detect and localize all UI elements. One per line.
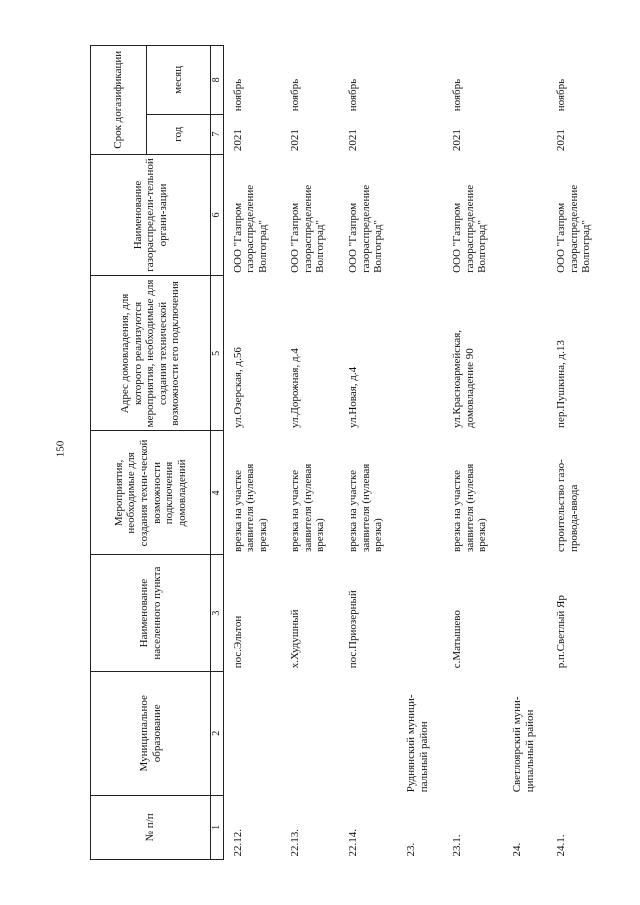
column-number: 8 — [211, 46, 224, 115]
column-number: 6 — [211, 154, 224, 276]
row-measure: врезка на участке заявителя (нулевая врезка) — [451, 463, 489, 552]
row-organization: ООО "Газпром газораспределение Волгоград" — [231, 184, 269, 273]
row-organization — [397, 154, 443, 276]
row-locality: пос.Эльтон — [231, 615, 244, 669]
row-year: 2021 — [451, 129, 463, 152]
column-number: 1 — [211, 795, 224, 859]
row-year: 2021 — [231, 129, 244, 152]
row-month: ноябрь — [231, 78, 244, 112]
row-organization: ООО "Газпром газораспределение Волгоград" — [555, 184, 593, 273]
row-address: ул.Озерская, д.56 — [231, 347, 244, 428]
table-row — [223, 46, 281, 860]
row-month: ноябрь — [555, 78, 567, 112]
row-address: ул.Новая, д.4 — [347, 366, 359, 428]
row-organization: ООО "Газпром газораспределение Волгоград" — [451, 184, 489, 273]
page-number: 150 — [54, 440, 67, 458]
row-month: ноябрь — [347, 78, 359, 112]
row-number: 22.12. — [231, 829, 244, 857]
row-measure — [503, 431, 547, 555]
row-year: 2021 — [289, 129, 301, 152]
table-header — [91, 46, 224, 860]
table-body — [223, 46, 605, 860]
header-num: № п/п — [91, 795, 211, 859]
row-number: 23. — [405, 842, 417, 857]
row-locality: пос.Приозерный — [347, 590, 359, 669]
gasification-table — [90, 45, 605, 860]
column-number: 7 — [211, 114, 224, 154]
row-year: 2021 — [347, 129, 359, 152]
table-row — [281, 46, 339, 860]
header-year: год — [147, 114, 211, 154]
header-term: Срок догазификации — [91, 46, 147, 155]
row-number: 24. — [511, 842, 523, 857]
row-year — [397, 114, 443, 154]
column-number: 5 — [211, 276, 224, 431]
header-measures: Мероприятия, необходимые для создания техни-ческой возможности подключения домовладений — [91, 431, 211, 555]
table-row — [339, 46, 397, 860]
row-municipality — [443, 671, 503, 795]
row-month: ноябрь — [289, 78, 301, 112]
header-address: Адрес домовладения, для которого реализуются мероприятия, необходимые для создания технической возможности его подключения — [91, 276, 211, 431]
row-municipality: Светлоярский муни-ципальный район — [511, 696, 536, 793]
row-address: ул.Дорожная, д.4 — [289, 348, 301, 428]
row-measure: врезка на участке заявителя (нулевая врезка) — [289, 463, 327, 552]
row-municipality — [281, 671, 339, 795]
row-year — [503, 114, 547, 154]
row-address — [397, 276, 443, 431]
row-locality: р.п.Светлый Яр — [555, 595, 567, 669]
row-measure: врезка на участке заявителя (нулевая врезка) — [347, 463, 385, 552]
column-number: 3 — [211, 555, 224, 671]
column-number: 4 — [211, 431, 224, 555]
row-number: 24.1. — [555, 834, 567, 857]
row-year: 2021 — [555, 129, 567, 152]
row-month — [503, 46, 547, 115]
row-measure: врезка на участке заявителя (нулевая врезка) — [231, 463, 269, 552]
row-locality — [397, 555, 443, 671]
row-month: ноябрь — [451, 78, 463, 112]
row-organization — [503, 154, 547, 276]
row-address — [503, 276, 547, 431]
row-municipality — [339, 671, 397, 795]
rotated-page — [90, 45, 635, 860]
row-measure — [397, 431, 443, 555]
row-municipality — [223, 671, 281, 795]
header-locality: Наименование населенного пункта — [91, 555, 211, 671]
row-locality — [503, 555, 547, 671]
row-month — [397, 46, 443, 115]
header-month: месяц — [147, 46, 211, 115]
row-organization: ООО "Газпром газораспределение Волгоград" — [347, 184, 385, 273]
row-address: ул.Красноармейская, домовладение 90 — [451, 329, 476, 428]
row-locality: х.Худушный — [289, 609, 301, 669]
row-measure: строительство газо-провода-ввода — [555, 459, 580, 552]
row-municipality: Руднянский муници-пальный район — [405, 694, 430, 793]
table-row — [397, 46, 443, 860]
header-organization: Наименование газораспредели-тельной органи-зации — [91, 154, 211, 276]
row-number: 22.13. — [289, 829, 301, 857]
table-row — [503, 46, 547, 860]
row-locality: с.Матышево — [451, 610, 463, 669]
column-number: 2 — [211, 671, 224, 795]
table-row — [443, 46, 503, 860]
row-number: 23.1. — [451, 834, 463, 857]
table-row — [547, 46, 605, 860]
row-organization: ООО "Газпром газораспределение Волгоград" — [289, 184, 327, 273]
row-address: пер.Пушкина, д.13 — [555, 340, 567, 428]
row-municipality — [547, 671, 605, 795]
row-number: 22.14. — [347, 829, 359, 857]
header-municipality: Муниципальное образование — [91, 671, 211, 795]
